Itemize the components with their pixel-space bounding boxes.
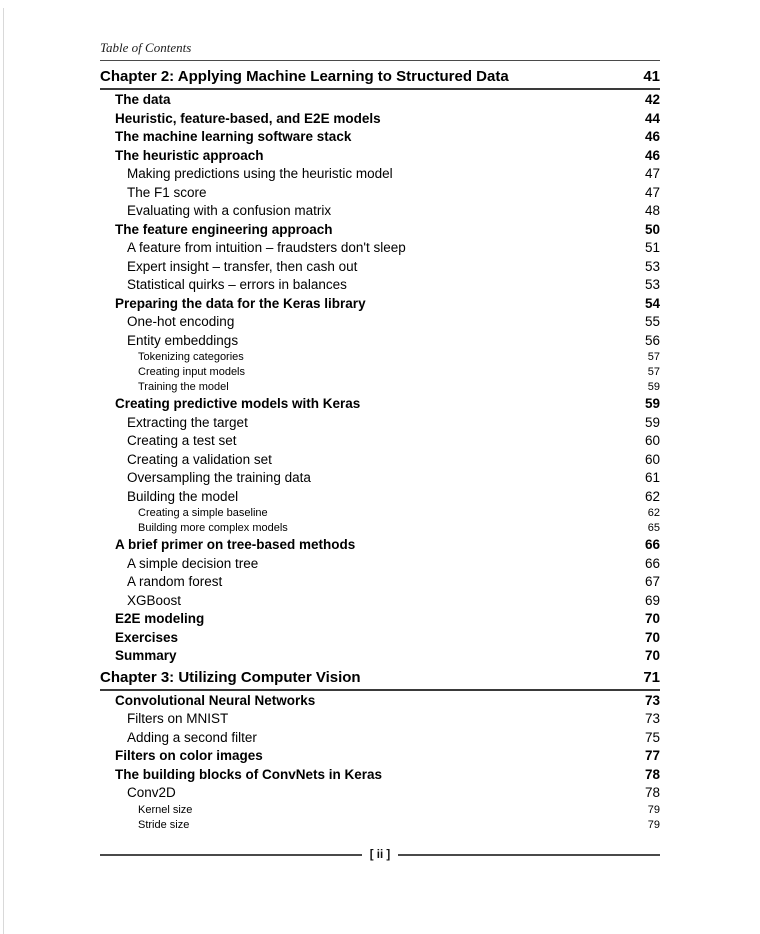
toc-entry-title: Preparing the data for the Keras library (115, 295, 366, 311)
toc-entry-page-number: 53 (644, 258, 660, 274)
toc-entry-title: Evaluating with a confusion matrix (127, 203, 332, 218)
toc-chapter-row[interactable] (100, 65, 660, 90)
toc-entry-title: Kernel size (138, 803, 193, 816)
toc-entry-page-number: 67 (644, 574, 660, 590)
toc-entry-title: Creating a test set (127, 433, 237, 449)
toc-entry-row[interactable] (100, 610, 660, 629)
toc-entry-title: Convolutional Neural Networks (115, 692, 316, 708)
toc-entry-title: Oversampling the training data (127, 470, 311, 486)
page-edge-line (3, 8, 4, 934)
toc-entry-page-number: 70 (644, 611, 660, 627)
toc-entry-page-number: 53 (644, 277, 660, 292)
toc-entry-page-number: 59 (644, 414, 660, 430)
toc-entry-title: The data (115, 92, 171, 107)
toc-entry-page-number: 42 (644, 92, 660, 107)
toc-entry-row[interactable] (100, 414, 660, 433)
toc-entry-page-number: 46 (644, 147, 660, 163)
toc-entry-page-number: 56 (644, 332, 660, 348)
toc-entry-title: Making predictions using the heuristic model (127, 166, 393, 181)
toc-entry-page-number: 62 (644, 488, 660, 504)
toc-entry-page-number: 62 (647, 507, 660, 520)
toc-entry-row[interactable] (100, 350, 660, 365)
toc-entry-row[interactable] (100, 592, 660, 611)
toc-entry-row[interactable] (100, 395, 660, 414)
toc-entry-page-number: 47 (644, 166, 660, 181)
page-number-label: [ ii ] (369, 849, 391, 862)
toc-entry-title: The machine learning software stack (115, 129, 352, 144)
toc-entry-row[interactable] (100, 165, 660, 184)
toc-entry-page-number: 79 (647, 819, 660, 832)
toc-entry-title: The building blocks of ConvNets in Keras (115, 766, 383, 782)
toc-entry-row[interactable] (100, 629, 660, 648)
toc-entry-row[interactable] (100, 202, 660, 221)
toc-entry-title: Exercises (115, 629, 179, 645)
toc-entry-page-number: 70 (644, 629, 660, 645)
toc-entry-title: The feature engineering approach (115, 221, 333, 237)
toc-entry-row[interactable] (100, 469, 660, 488)
toc-entry-title: Building more complex models (138, 522, 288, 535)
toc-entry-title: Extracting the target (127, 414, 248, 430)
toc-entry-row[interactable] (100, 536, 660, 555)
toc-entry-row[interactable] (100, 692, 660, 711)
toc-entry-page-number: 44 (644, 110, 660, 126)
toc-entry-page-number: 73 (644, 711, 660, 727)
toc-entry-row[interactable] (100, 506, 660, 521)
page-footer (100, 848, 660, 862)
toc-entry-row[interactable] (100, 128, 660, 147)
toc-entry-row[interactable] (100, 91, 660, 110)
toc-entry-row[interactable] (100, 332, 660, 351)
toc-entry-row[interactable] (100, 803, 660, 818)
toc-entry-row[interactable] (100, 747, 660, 766)
toc-entry-row[interactable] (100, 380, 660, 395)
toc-entry-title: Training the model (138, 381, 229, 394)
toc-entry-title: The F1 score (127, 184, 207, 200)
toc-entry-page-number: 61 (644, 470, 660, 486)
toc-entry-row[interactable] (100, 488, 660, 507)
toc-entry-row[interactable] (100, 365, 660, 380)
toc-entry-row[interactable] (100, 710, 660, 729)
toc-entry-page-number: 51 (644, 240, 660, 255)
toc-entry-page-number: 55 (644, 314, 660, 329)
toc-entry-row[interactable] (100, 647, 660, 666)
toc-entry-page-number: 66 (644, 555, 660, 571)
toc-chapter-row[interactable] (100, 666, 660, 691)
toc-entry-title: Expert insight – transfer, then cash out (127, 258, 358, 274)
toc-entry-page-number: 78 (644, 766, 660, 782)
toc-entry-title: A brief primer on tree-based methods (115, 537, 356, 553)
toc-entry-title: Adding a second filter (127, 729, 257, 745)
toc-entry-page-number: 78 (644, 785, 660, 801)
footer-rule-left (100, 854, 362, 856)
toc-entry-title: Chapter 3: Utilizing Computer Vision (100, 668, 361, 686)
toc-entry-page-number: 75 (644, 729, 660, 745)
toc-entry-title: Filters on color images (115, 748, 263, 764)
toc-entry-row[interactable] (100, 818, 660, 833)
toc-entry-row[interactable] (100, 555, 660, 574)
toc-entry-row[interactable] (100, 276, 660, 295)
toc-entry-page-number: 66 (644, 537, 660, 553)
toc-entry-row[interactable] (100, 313, 660, 332)
toc-entry-title: Creating a simple baseline (138, 507, 268, 520)
toc-entry-page-number: 46 (644, 129, 660, 144)
toc-entry-page-number: 73 (644, 692, 660, 708)
toc-entry-page-number: 48 (644, 203, 660, 218)
toc-entry-page-number: 41 (643, 68, 660, 85)
toc-entry-row[interactable] (100, 295, 660, 314)
toc-entry-row[interactable] (100, 432, 660, 451)
toc-entry-row[interactable] (100, 766, 660, 785)
toc-entry-row[interactable] (100, 184, 660, 203)
toc-entry-row[interactable] (100, 258, 660, 277)
toc-entry-title: The heuristic approach (115, 147, 264, 163)
toc-entry-row[interactable] (100, 221, 660, 240)
toc-entry-row[interactable] (100, 784, 660, 803)
toc-entry-row[interactable] (100, 110, 660, 129)
running-header: Table of Contents (100, 40, 660, 61)
toc-entry-title: Heuristic, feature-based, and E2E models (115, 110, 381, 126)
toc-entry-title: Creating a validation set (127, 451, 272, 467)
toc-entry-title: Building the model (127, 488, 239, 504)
toc-entry-page-number: 59 (644, 396, 660, 412)
toc-entry-title: Creating predictive models with Keras (115, 396, 361, 412)
toc-entry-row[interactable] (100, 239, 660, 258)
toc-entry-title: Conv2D (127, 785, 176, 801)
toc-entry-title: One-hot encoding (127, 314, 235, 329)
toc-entry-title: Summary (115, 648, 177, 664)
toc-entry-page-number: 57 (647, 351, 660, 363)
footer-rule-right (398, 854, 660, 856)
toc-entry-title: A simple decision tree (127, 555, 259, 571)
toc-entry-row[interactable] (100, 451, 660, 470)
toc-entry-page-number: 60 (644, 433, 660, 449)
toc-entry-page-number: 54 (644, 295, 660, 311)
toc-entry-title: Creating input models (138, 366, 246, 379)
toc-list (100, 65, 660, 833)
toc-entry-page-number: 57 (647, 366, 660, 379)
toc-entry-row[interactable] (100, 521, 660, 536)
toc-entry-title: Statistical quirks – errors in balances (127, 277, 347, 292)
toc-entry-title: A feature from intuition – fraudsters don't sleep (127, 240, 406, 255)
toc-entry-page-number: 70 (644, 648, 660, 664)
toc-entry-page-number: 47 (644, 184, 660, 200)
toc-entry-page-number: 50 (644, 221, 660, 237)
toc-entry-row[interactable] (100, 729, 660, 748)
toc-entry-page-number: 77 (644, 748, 660, 764)
toc-entry-page-number: 59 (647, 381, 660, 394)
toc-entry-page-number: 69 (644, 592, 660, 608)
toc-entry-title: Filters on MNIST (127, 711, 229, 727)
toc-entry-page-number: 60 (644, 451, 660, 467)
toc-entry-title: Tokenizing categories (138, 351, 244, 363)
toc-entry-page-number: 65 (647, 522, 660, 535)
toc-entry-row[interactable] (100, 573, 660, 592)
toc-entry-title: Chapter 2: Applying Machine Learning to Structured Data (100, 68, 509, 85)
toc-entry-page-number: 79 (647, 803, 660, 816)
toc-entry-title: Entity embeddings (127, 332, 239, 348)
toc-entry-page-number: 71 (643, 668, 660, 686)
toc-entry-title: A random forest (127, 574, 223, 590)
toc-entry-title: Stride size (138, 819, 190, 832)
toc-entry-title: XGBoost (127, 592, 182, 608)
toc-entry-title: E2E modeling (115, 611, 205, 627)
toc-page (100, 40, 660, 862)
toc-entry-row[interactable] (100, 147, 660, 166)
